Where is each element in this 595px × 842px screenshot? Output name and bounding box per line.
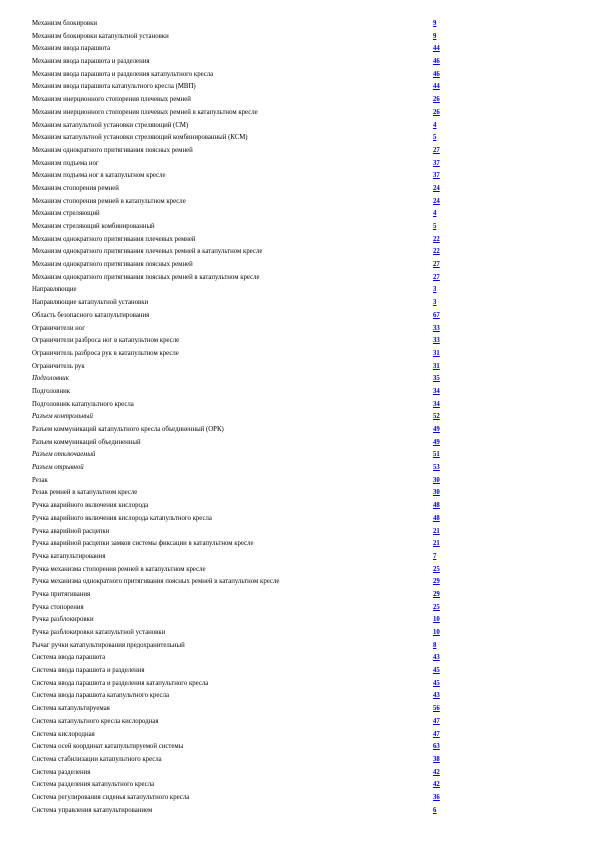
index-term: Разъем отрывной [32, 464, 84, 472]
index-term: Механизм ввода парашюта катапультного кресла (МВП) [32, 83, 196, 91]
index-entry [32, 500, 452, 513]
page-number-link[interactable]: 33 [433, 324, 440, 332]
page-number-link[interactable]: 24 [433, 184, 440, 192]
index-term: Подголовник катапультного кресла [32, 400, 134, 408]
page-number-link[interactable]: 51 [433, 451, 440, 459]
index-term: Ограничители ног [32, 324, 85, 332]
index-entry [32, 462, 452, 475]
index-entry [32, 526, 452, 539]
index-entry [32, 69, 452, 82]
page-number-link[interactable]: 35 [433, 375, 440, 383]
index-term: Подголовник [32, 375, 69, 383]
index-term: Область безопасного катапультирования [32, 311, 150, 319]
index-entry [32, 614, 452, 627]
index-entry [32, 81, 452, 94]
page-number-link[interactable]: 22 [433, 235, 440, 243]
index-term: Подголовник [32, 387, 71, 395]
page-number-link[interactable]: 26 [433, 96, 440, 104]
page-number-link[interactable]: 37 [433, 172, 440, 180]
index-entry [32, 221, 452, 234]
index-term: Механизм подъема ног [32, 159, 99, 167]
index-term: Система ввода парашюта катапультного кресла [32, 692, 169, 700]
page-number-link[interactable]: 34 [433, 387, 440, 395]
index-term: Система управления катапультированием [32, 806, 153, 814]
index-entry [32, 602, 452, 615]
index-term: Ручка аварийного включения кислорода катапультного кресла [32, 514, 212, 522]
page-number-link[interactable]: 25 [433, 565, 440, 573]
index-entry [32, 589, 452, 602]
index-term: Механизм однократного притягивания плечевых ремней [32, 235, 196, 243]
index-entry [32, 767, 452, 780]
index-term: Ручка разблокировки [32, 616, 94, 624]
index-entry [32, 348, 452, 361]
index-entry [32, 183, 452, 196]
index-term: Механизм стопорения ремней в катапультном кресле [32, 197, 186, 205]
index-term: Ручка механизма стопорения ремней в катапультном кресле [32, 565, 206, 573]
index-term: Механизм ввода парашюта и разделения [32, 58, 150, 66]
index-term: Механизм однократного притягивания поясных ремней [32, 146, 193, 154]
index-term: Ручка аварийного включения кислорода [32, 502, 149, 510]
index-term: Механизм инерционного стопорения плечевых ремней [32, 96, 191, 104]
index-entry [32, 640, 452, 653]
index-term: Механизм стопорения ремней [32, 184, 119, 192]
page-number-link[interactable]: 30 [433, 476, 440, 484]
index-entry [32, 703, 452, 716]
page-number-link[interactable]: 21 [433, 527, 440, 535]
index-term: Механизм катапультной установки стреляющий комбинированный (КСМ) [32, 134, 248, 142]
page-number-link[interactable]: 45 [433, 679, 440, 687]
index-term: Система разделения [32, 768, 91, 776]
index-term: Механизм однократного притягивания плечевых ремней в катапультном кресле [32, 248, 263, 256]
index-term: Направляющие катапультной установки [32, 299, 149, 307]
page-number-link[interactable]: 34 [433, 400, 440, 408]
index-entry [32, 627, 452, 640]
page-number-link[interactable]: 4 [433, 210, 437, 218]
alphabetical-index [32, 18, 452, 817]
index-term: Система стабилизации катапультного кресла [32, 755, 162, 763]
index-entry [32, 208, 452, 221]
index-entry [32, 551, 452, 564]
index-entry [32, 107, 452, 120]
index-entry [32, 132, 452, 145]
index-entry [32, 399, 452, 412]
index-term: Ручка аварийной расцепки замков системы фиксации в катапультном кресле [32, 540, 254, 548]
index-term: Механизм однократного притягивания поясных ремней [32, 261, 193, 269]
index-term: Механизм ввода парашюта [32, 45, 111, 53]
index-term: Механизм блокировки катапультной установки [32, 32, 169, 40]
page-number-link[interactable]: 52 [433, 413, 440, 421]
index-term: Разъем контрольный [32, 413, 93, 421]
index-term: Ограничители разброса ног в катапультном кресле [32, 337, 180, 345]
index-term: Система катапультного кресла кислородная [32, 717, 159, 725]
index-entry [32, 310, 452, 323]
index-term: Ограничитель рук [32, 362, 85, 370]
page-number-link[interactable]: 56 [433, 705, 440, 713]
page-number-link[interactable]: 24 [433, 197, 440, 205]
index-entry [32, 805, 452, 818]
index-entry [32, 323, 452, 336]
index-entry [32, 386, 452, 399]
index-entry [32, 779, 452, 792]
index-entry [32, 716, 452, 729]
index-term: Механизм однократного притягивания поясных ремней в катапультном кресле [32, 273, 260, 281]
index-entry [32, 538, 452, 551]
index-entry [32, 437, 452, 450]
index-term: Система кислородная [32, 730, 95, 738]
page-number-link[interactable]: 47 [433, 717, 440, 725]
index-term: Механизм стреляющий [32, 210, 100, 218]
index-entry [32, 18, 452, 31]
index-entry [32, 120, 452, 133]
index-entry [32, 678, 452, 691]
page-number-link[interactable]: 25 [433, 603, 440, 611]
index-entry [32, 513, 452, 526]
page-number-link[interactable]: 26 [433, 108, 440, 116]
index-entry [32, 792, 452, 805]
index-entry [32, 411, 452, 424]
index-entry [32, 284, 452, 297]
index-term: Система ввода парашюта и разделения катапультного кресла [32, 679, 209, 687]
page-number-link[interactable]: 9 [433, 32, 437, 40]
index-entry [32, 234, 452, 247]
page-number-link[interactable]: 10 [433, 629, 440, 636]
index-term: Резак [32, 476, 48, 484]
page-number-link[interactable]: 3 [433, 286, 437, 294]
page-number-link[interactable]: 27 [433, 146, 440, 154]
index-term: Разъем коммуникаций объединенный [32, 438, 141, 446]
page-number-link[interactable]: 9 [433, 20, 437, 27]
page-number-link[interactable]: 31 [433, 362, 440, 370]
index-term: Ручка стопорения [32, 603, 84, 611]
page-number-link[interactable]: 38 [433, 755, 440, 763]
page-number-link[interactable]: 21 [433, 540, 440, 548]
page-number-link[interactable]: 29 [433, 590, 440, 598]
index-entry [32, 690, 452, 703]
page-number-link[interactable]: 43 [433, 654, 440, 662]
index-entry [32, 170, 452, 183]
page-number-link[interactable]: 49 [433, 426, 440, 433]
index-entry [32, 729, 452, 742]
index-entry [32, 373, 452, 386]
page-number-link[interactable]: 3 [433, 299, 437, 307]
index-term: Механизм подъема ног в катапультном кресле [32, 172, 166, 180]
index-entry [32, 297, 452, 310]
page-number-link[interactable]: 47 [433, 730, 440, 738]
index-term: Ручка аварийной расцепки [32, 527, 110, 535]
index-entry [32, 56, 452, 69]
index-entry [32, 145, 452, 158]
index-entry [32, 487, 452, 500]
index-term: Ограничитель разброса рук в катапультном кресле [32, 349, 179, 357]
page-number-link[interactable]: 5 [433, 134, 437, 142]
index-entry [32, 335, 452, 348]
page-number-link[interactable]: 67 [433, 311, 440, 319]
index-entry [32, 158, 452, 171]
page-number-link[interactable]: 46 [433, 58, 440, 66]
page-number-link[interactable]: 44 [433, 83, 440, 91]
index-entry [32, 259, 452, 272]
page-number-link[interactable]: 46 [433, 70, 440, 78]
index-term: Механизм катапультной установки стреляющий (СМ) [32, 121, 189, 129]
index-term: Ручка притягивания [32, 590, 91, 598]
page-number-link[interactable]: 10 [433, 616, 440, 624]
index-term: Система регулирования сиденья катапультного кресла [32, 793, 190, 801]
index-entry [32, 272, 452, 285]
page-number-link[interactable]: 27 [433, 261, 440, 269]
index-term: Механизм ввода парашюта и разделения катапультного кресла [32, 70, 214, 78]
index-entry [32, 449, 452, 462]
page-number-link[interactable]: 43 [433, 692, 440, 700]
index-term: Система катапультируемая [32, 705, 110, 713]
page-number-link[interactable]: 45 [433, 667, 440, 675]
page-number-link[interactable]: 22 [433, 248, 440, 256]
page-number-link[interactable]: 30 [433, 489, 440, 497]
index-entry [32, 652, 452, 665]
page-number-link[interactable]: 53 [433, 464, 440, 472]
index-entry [32, 196, 452, 209]
index-term: Ручка механизма однократного притягивания поясных ремней в катапультном кресле [32, 578, 280, 586]
page-number-link[interactable]: 29 [433, 578, 440, 586]
index-entry [32, 576, 452, 589]
index-term: Разъем коммуникаций катапультного кресла объединенный (ОРК) [32, 426, 224, 433]
index-entry [32, 475, 452, 488]
index-term: Ручка катапультирования [32, 552, 106, 560]
page-number-link[interactable]: 5 [433, 223, 437, 230]
index-term: Система разделения катапультного кресла [32, 781, 155, 789]
index-term: Система осей координат катапультируемой системы [32, 743, 184, 751]
index-term: Механизм блокировки [32, 20, 98, 27]
page-number-link[interactable]: 63 [433, 743, 440, 751]
page-number-link[interactable]: 48 [433, 514, 440, 522]
page-number-link[interactable]: 49 [433, 438, 440, 446]
page-number-link[interactable]: 42 [433, 781, 440, 789]
page-number-link[interactable]: 6 [433, 806, 437, 814]
index-entry [32, 564, 452, 577]
index-term: Механизм инерционного стопорения плечевых ремней в катапультном кресле [32, 108, 258, 116]
index-entry [32, 741, 452, 754]
index-term: Направляющие [32, 286, 77, 294]
page-number-link[interactable]: 42 [433, 768, 440, 776]
index-entry [32, 246, 452, 259]
index-term: Разъем отключаемый [32, 451, 96, 459]
page-number-link[interactable]: 36 [433, 793, 440, 801]
page-number-link[interactable]: 44 [433, 45, 440, 53]
page-number-link[interactable]: 48 [433, 502, 440, 510]
index-entry [32, 31, 452, 44]
index-entry [32, 665, 452, 678]
index-entry [32, 424, 452, 437]
index-entry [32, 754, 452, 767]
index-entry [32, 43, 452, 56]
page-number-link[interactable]: 27 [433, 273, 440, 281]
page-number-link[interactable]: 31 [433, 349, 440, 357]
index-term: Механизм стреляющий комбинированный [32, 223, 155, 230]
index-term: Ручка разблокировки катапультной установки [32, 629, 166, 636]
index-term: Рычаг ручки катапультирования предохранительный [32, 641, 185, 649]
index-entry [32, 94, 452, 107]
page-number-link[interactable]: 4 [433, 121, 437, 129]
page-number-link[interactable]: 8 [433, 641, 437, 649]
index-term: Система ввода парашюта [32, 654, 106, 662]
index-term: Система ввода парашюта и разделения [32, 667, 145, 675]
page-number-link[interactable]: 7 [433, 552, 437, 560]
page-number-link[interactable]: 37 [433, 159, 440, 167]
index-entry [32, 361, 452, 374]
index-term: Резак ремней в катапультном кресле [32, 489, 138, 497]
page-number-link[interactable]: 33 [433, 337, 440, 345]
